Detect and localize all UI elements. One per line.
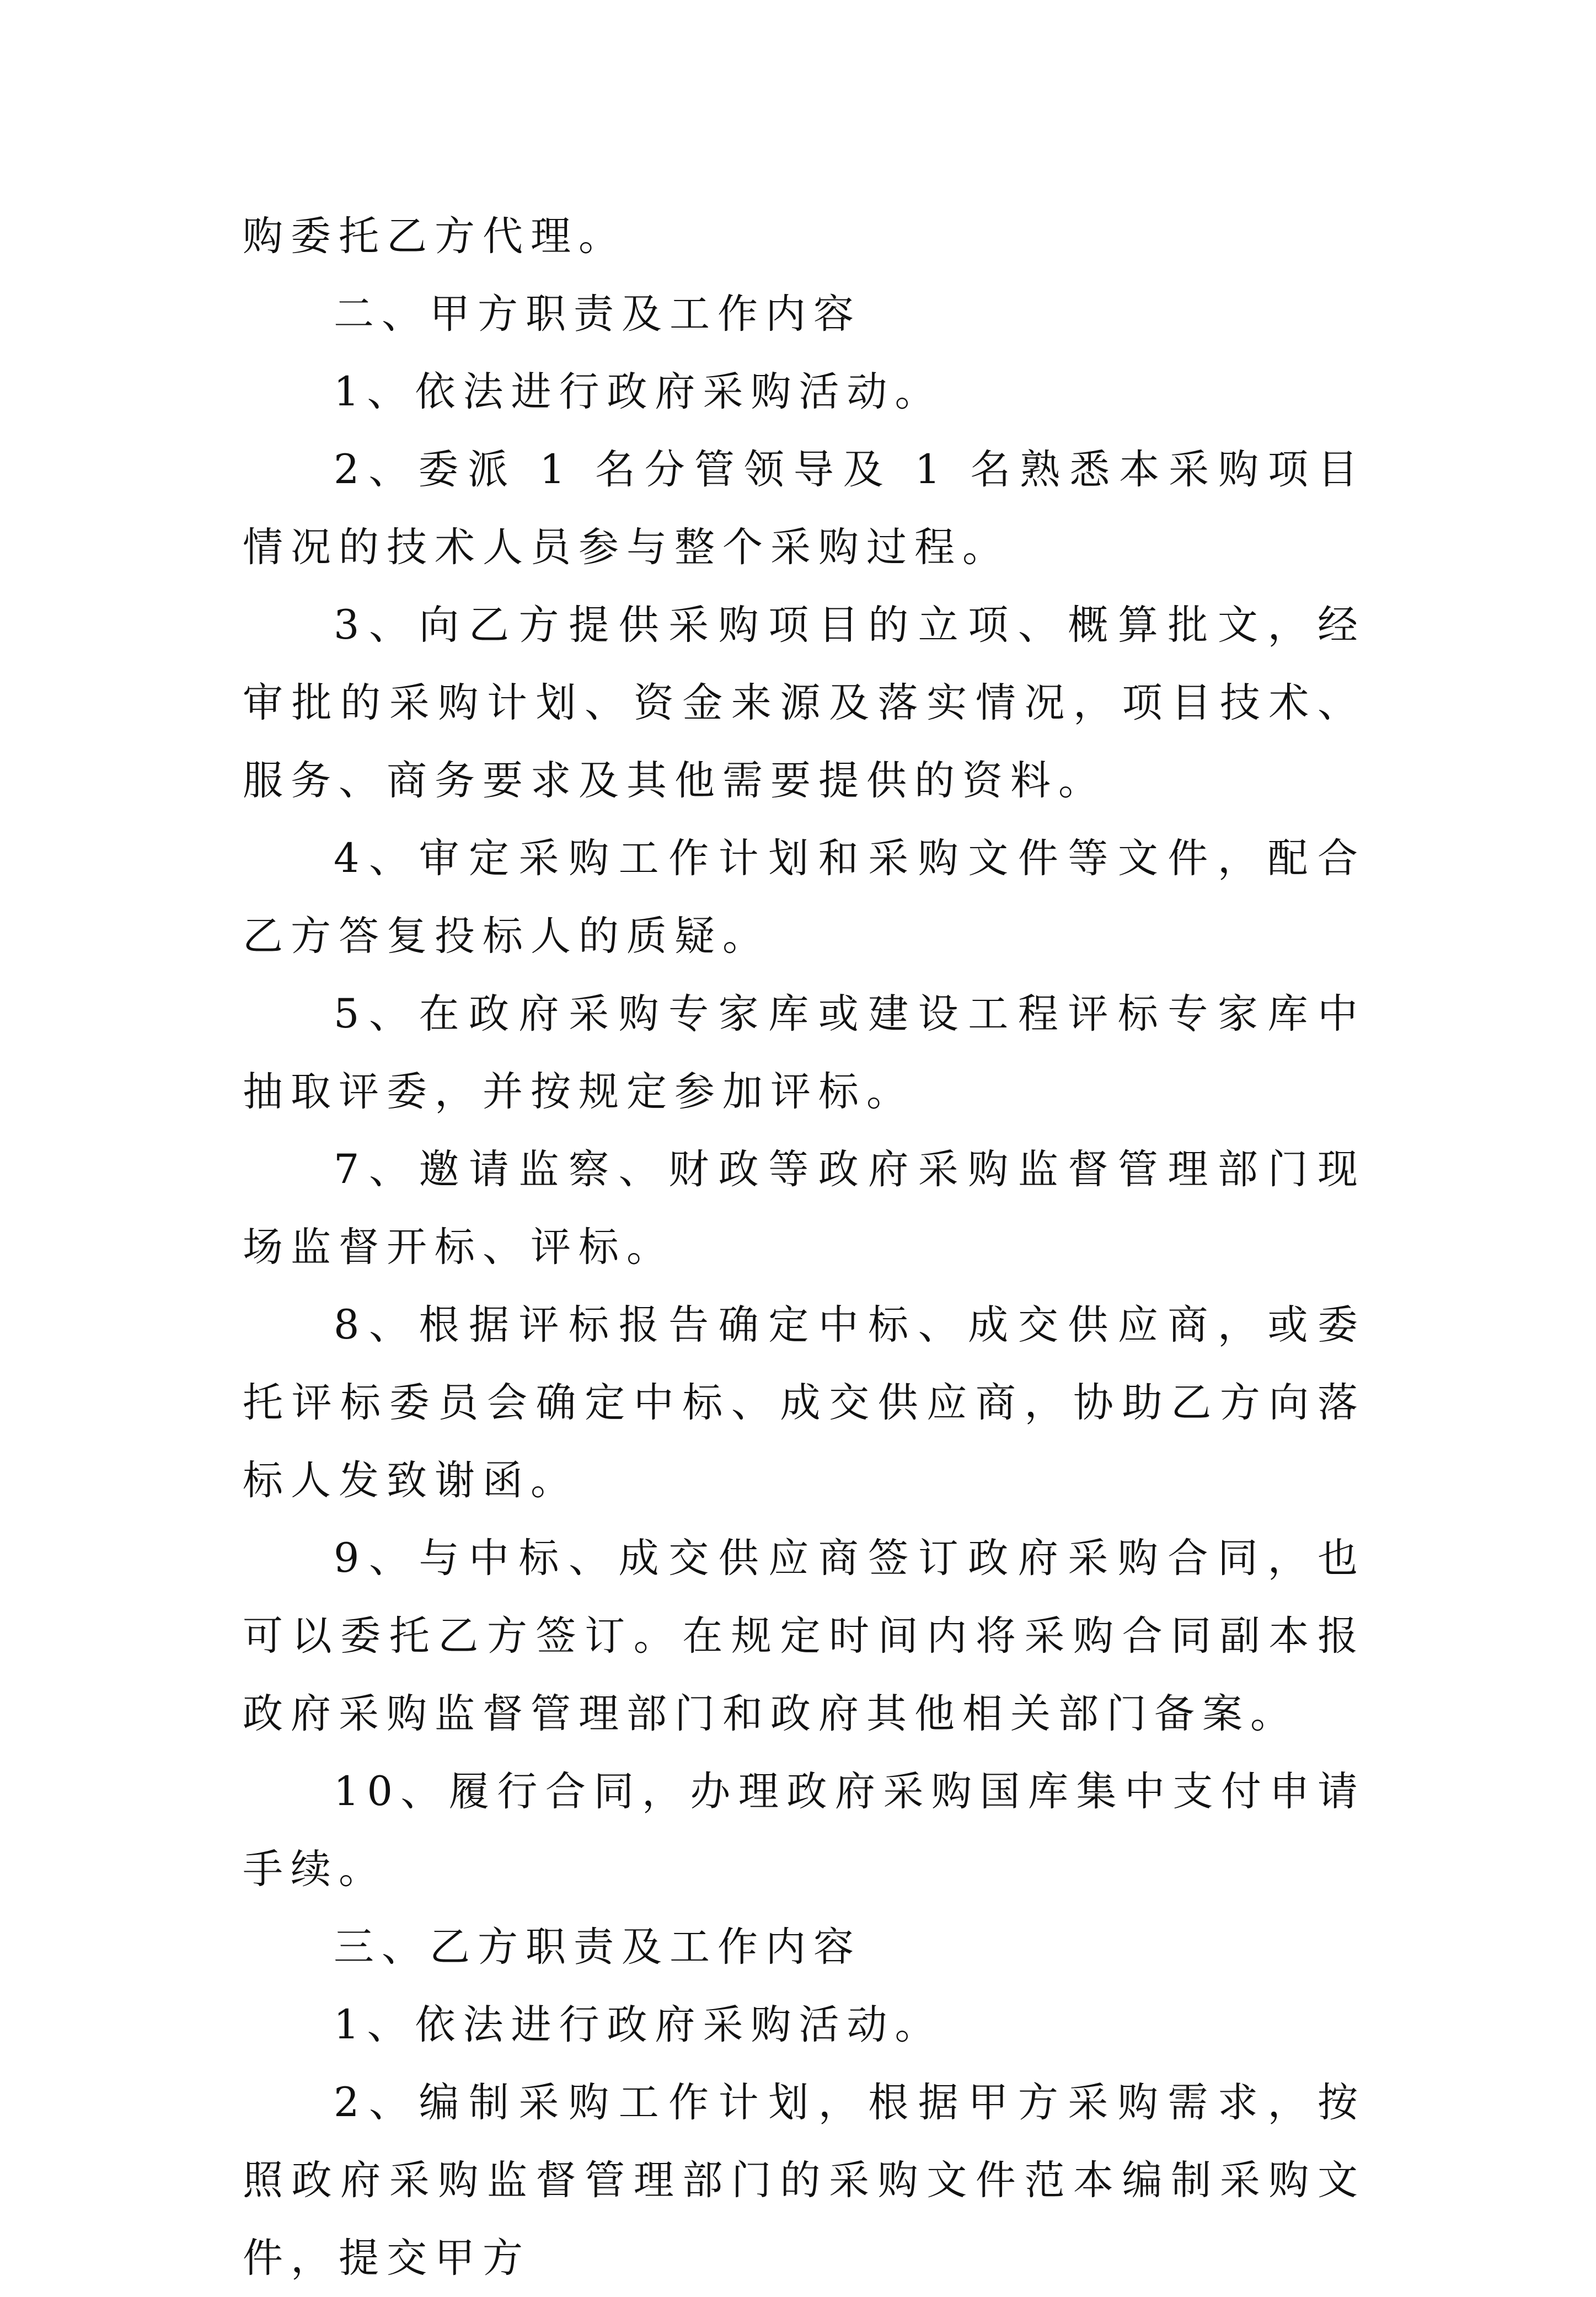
paragraph-item: 7、邀请监察、财政等政府采购监督管理部门现场监督开标、评标。 — [243, 1146, 1365, 1271]
paragraph-item: 2、委派 1 名分管领导及 1 名熟悉本采购项目情况的技术人员参与整个采购过程。 — [243, 446, 1365, 571]
paragraph-item: 10、履行合同，办理政府采购国库集中支付申请手续。 — [243, 1768, 1365, 1893]
paragraph-item: 2、编制采购工作计划，根据甲方采购需求，按照政府采购监督管理部门的采购文件范本编制采购文件，提交甲方 — [243, 2079, 1365, 2282]
paragraph-item: 5、在政府采购专家库或建设工程评标专家库中抽取评委，并按规定参加评标。 — [243, 990, 1365, 1115]
section-heading-party-a-duties: 二、甲方职责及工作内容 — [334, 291, 861, 338]
paragraph-item: 1、依法进行政府采购活动。 — [334, 2001, 943, 2048]
paragraph-item: 9、与中标、成交供应商签订政府采购合同，也可以委托乙方签订。在规定时间内将采购合同副本报政府采购监督管理部门和政府其他相关部门备案。 — [243, 1535, 1365, 1737]
paragraph-item: 8、根据评标报告确定中标、成交供应商，或委托评标委员会确定中标、成交供应商，协助乙方向落标人发致谢函。 — [243, 1302, 1365, 1504]
paragraph-item: 1、依法进行政府采购活动。 — [334, 368, 943, 415]
paragraph-item: 4、审定采购工作计划和采购文件等文件，配合乙方答复投标人的质疑。 — [243, 835, 1365, 960]
paragraph-item: 3、向乙方提供采购项目的立项、概算批文，经审批的采购计划、资金来源及落实情况，项目技术、服务、商务要求及其他需要提供的资料。 — [243, 602, 1365, 804]
document-body — [243, 197, 1365, 2297]
section-heading-party-b-duties: 三、乙方职责及工作内容 — [334, 1924, 861, 1971]
paragraph-continuation: 购委托乙方代理。 — [243, 213, 626, 260]
